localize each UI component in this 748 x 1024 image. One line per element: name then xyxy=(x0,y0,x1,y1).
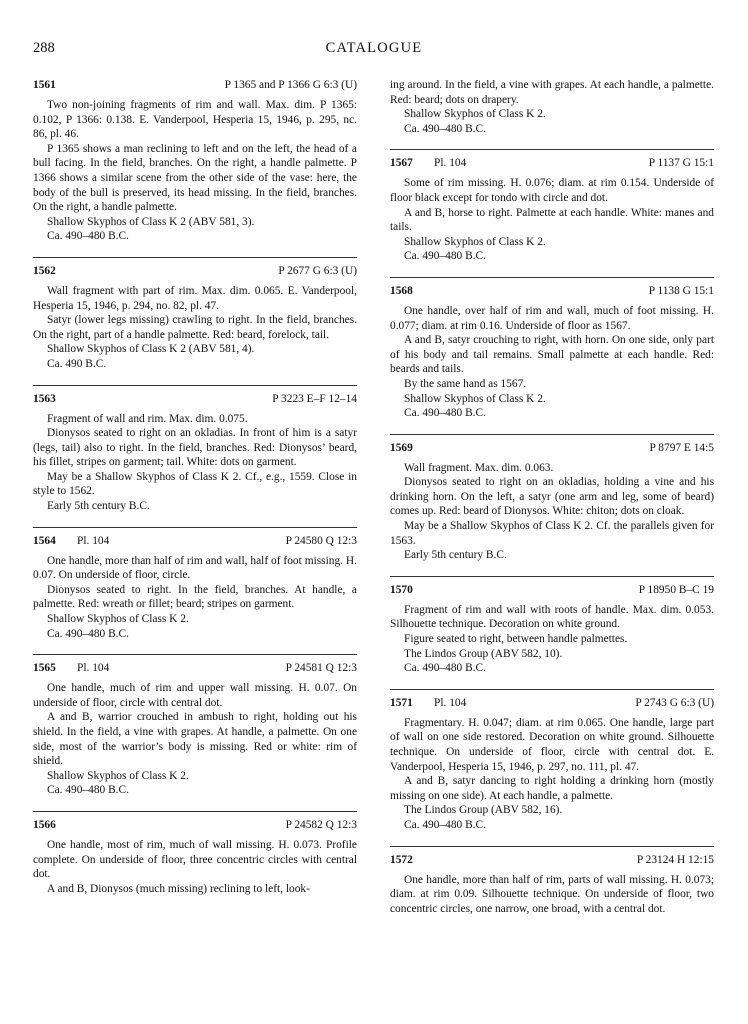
entry-number: 1570 xyxy=(390,583,413,596)
inventory-reference: P 23124 H 12:15 xyxy=(636,853,714,866)
inventory-reference: P 1138 G 15:1 xyxy=(648,284,714,297)
inventory-reference: P 24582 Q 12:3 xyxy=(285,818,357,831)
inventory-reference: P 18950 B–C 19 xyxy=(638,583,714,596)
entry-description: One handle, more than half of rim, parts of wall missing. H. 0.073; diam. at rim 0.09. Silhouette technique. On underside of floor, two concentric circles, one narrow, one broad, with a central dot. xyxy=(390,873,714,915)
entry-divider xyxy=(390,277,714,278)
entry-divider xyxy=(33,385,357,386)
inventory-reference: P 24581 Q 12:3 xyxy=(285,662,357,675)
entry-divider xyxy=(390,576,714,577)
catalogue-entry-1564 xyxy=(33,534,357,642)
entry-decoration: A and B, horse to right. Palmette at each handle. White: manes and tails. xyxy=(390,206,714,234)
entry-divider xyxy=(390,689,714,690)
entry-decoration: A and B, satyr dancing to right holding a drinking horn (mostly missing on one side). At each handle, a palmette. xyxy=(390,775,714,802)
catalogue-entry-1562 xyxy=(33,264,357,372)
entry-number: 1566 xyxy=(33,818,56,831)
entry-heading xyxy=(390,583,714,598)
entry-number: 1568 xyxy=(390,284,413,297)
entry-comparison: May be a Shallow Skyphos of Class K 2. Cf., e.g., 1559. Close in style to 1562. xyxy=(33,470,357,498)
entry-decoration: Dionysos seated to right. In the field, branches. At handle, a palmette. Red: wreath or fillet; beard; stripes on garment. xyxy=(33,583,357,611)
entry-class: Shallow Skyphos of Class K 2. xyxy=(47,613,189,626)
inventory-reference: P 2743 G 6:3 (U) xyxy=(635,696,714,709)
entry-decoration: P 1365 shows a man reclining to left and on the left, the head of a bull facing. In the field, branches. On the right, a handle palmette. P 1366 shows a similar scene from the other side of the vase: here, the body of the bull is preserved, its head missing. In the field, branches. On the right, a handle palmette. xyxy=(33,142,357,214)
entry-heading xyxy=(33,818,357,833)
page-number: 288 xyxy=(33,40,55,56)
entry-class: Shallow Skyphos of Class K 2. xyxy=(404,235,546,248)
entry-number: 1562 xyxy=(33,264,56,277)
plate-reference: Pl. 104 xyxy=(434,157,467,170)
inventory-reference: P 1137 G 15:1 xyxy=(648,157,714,170)
entry-description: One handle, more than half of rim and wall, half of foot missing. H. 0.07. On underside of floor, circle. xyxy=(33,554,357,582)
entry-description: One handle, over half of rim and wall, much of foot missing. H. 0.077; diam. at rim 0.16. Underside of floor as 1567. xyxy=(390,304,714,332)
entry-heading xyxy=(33,78,357,93)
running-title: CATALOGUE xyxy=(325,40,423,56)
catalogue-entry-1565 xyxy=(33,661,357,798)
entry-description: Some of rim missing. H. 0.076; diam. at rim 0.154. Underside of floor black except for tondo with circle and dot. xyxy=(390,177,714,204)
catalogue-entry-1569 xyxy=(390,441,714,563)
entry-decoration: A and B, satyr crouching to right, with horn. On one side, only part of his body and tail remains. Small palmette at each handle. Red: beards and tails. xyxy=(390,334,714,376)
entry-description: Two non-joining fragments of rim and wall. Max. dim. P 1365: 0.102, P 1366: 0.138. E. Vanderpool, Hesperia 15, 1946, p. 295, nc. 86, pl. 46. xyxy=(33,99,357,141)
entry-description: One handle, much of rim and upper wall missing. H. 0.07. On underside of floor, circle with central dot. xyxy=(33,682,357,709)
catalogue-entry-1570 xyxy=(390,583,714,676)
catalogue-entry-1563 xyxy=(33,392,357,514)
entry-heading xyxy=(33,264,357,279)
catalogue-entry-1566-continued xyxy=(390,78,714,136)
catalogue-entry-1568 xyxy=(390,284,714,421)
entry-decoration: Figure seated to right, between handle palmettes. xyxy=(404,633,628,646)
entry-date: Ca. 490–480 B.C. xyxy=(47,784,129,797)
entry-date: Early 5th century B.C. xyxy=(404,549,507,562)
entry-number: 1561 xyxy=(33,79,56,91)
entry-decoration: Dionysos seated to right on an okladias. In front of him is a satyr (legs, tail) also to right. In the field, branches. Red: Dionysos’ beard, his fillet, stripes on garment; tail. White: dots on garment. xyxy=(33,427,357,469)
entry-heading xyxy=(390,156,714,171)
plate-reference: Pl. 104 xyxy=(77,534,110,547)
entry-heading xyxy=(33,661,357,676)
entry-class: Shallow Skyphos of Class K 2. xyxy=(47,769,189,782)
entry-heading xyxy=(33,534,357,549)
entry-heading xyxy=(33,392,357,407)
inventory-reference: P 24580 Q 12:3 xyxy=(285,534,357,547)
entry-date: Early 5th century B.C. xyxy=(47,500,150,513)
catalogue-entry-1571 xyxy=(390,696,714,833)
entry-attribution: By the same hand as 1567. xyxy=(404,377,527,390)
entry-decoration: Satyr (lower legs missing) crawling to right. In the field, branches. On the right, part of a handle palmette. Red: beard, forelock, tail. xyxy=(33,314,357,341)
entry-class: Shallow Skyphos of Class K 2 (ABV 581, 4). xyxy=(47,343,255,356)
entry-heading xyxy=(390,853,714,868)
entry-heading xyxy=(390,284,714,299)
inventory-reference: P 3223 E–F 12–14 xyxy=(272,392,357,405)
entry-class: The Lindos Group (ABV 582, 10). xyxy=(404,647,563,660)
entry-date: Ca. 490–480 B.C. xyxy=(404,818,486,831)
entry-heading xyxy=(390,696,714,711)
left-column xyxy=(33,78,357,909)
entry-divider xyxy=(33,654,357,655)
right-column xyxy=(390,78,714,929)
entry-number: 1565 xyxy=(33,662,56,675)
entry-description: Fragment of wall and rim. Max. dim. 0.075. xyxy=(47,412,248,425)
catalogue-entry-1567 xyxy=(390,156,714,264)
entry-number: 1567 xyxy=(390,157,413,170)
catalogue-entry-1561 xyxy=(33,78,357,244)
page-header xyxy=(33,40,715,62)
entry-date: Ca. 490–480 B.C. xyxy=(47,627,129,640)
entry-date: Ca. 490 B.C. xyxy=(47,357,107,370)
plate-reference: Pl. 104 xyxy=(434,696,467,709)
entry-divider xyxy=(390,846,714,847)
entry-description: Wall fragment with part of rim. Max. dim. 0.065. E. Vanderpool, Hesperia 15, 1946, p. 294, no. 82, pl. 47. xyxy=(33,284,357,312)
entry-description: Fragment of rim and wall with roots of handle. Max. dim. 0.053. Silhouette technique. Decoration on white ground. xyxy=(390,603,714,631)
entry-divider xyxy=(33,257,357,258)
inventory-reference: P 8797 E 14:5 xyxy=(649,441,714,454)
entry-class: Shallow Skyphos of Class K 2. xyxy=(404,108,546,121)
entry-number: 1572 xyxy=(390,853,413,866)
entry-number: 1563 xyxy=(33,392,56,405)
entry-date: Ca. 490–480 B.C. xyxy=(404,250,486,263)
entry-heading xyxy=(390,441,714,456)
entry-date: Ca. 490–480 B.C. xyxy=(404,662,486,675)
entry-class: Shallow Skyphos of Class K 2 (ABV 581, 3). xyxy=(47,215,255,228)
entry-number: 1569 xyxy=(390,441,413,454)
entry-date: Ca. 490–480 B.C. xyxy=(404,122,486,135)
inventory-reference: P 1365 and P 1366 G 6:3 (U) xyxy=(224,79,357,91)
plate-reference: Pl. 104 xyxy=(77,662,110,675)
entry-date: Ca. 490–480 B.C. xyxy=(47,230,129,243)
catalogue-entry-1572 xyxy=(390,853,714,917)
entry-decoration: A and B, Dionysos (much missing) reclining to left, look- xyxy=(47,882,310,895)
entry-date: Ca. 490–480 B.C. xyxy=(404,407,486,420)
entry-divider xyxy=(33,811,357,812)
entry-class: Shallow Skyphos of Class K 2. xyxy=(404,392,546,405)
inventory-reference: P 2677 G 6:3 (U) xyxy=(278,264,357,277)
entry-decoration-continued: ing around. In the field, a vine with grapes. At each handle, a palmette. Red: beard; dots on drapery. xyxy=(390,79,714,106)
entry-number: 1571 xyxy=(390,696,413,709)
entry-divider xyxy=(390,149,714,150)
entry-description: Fragmentary. H. 0.047; diam. at rim 0.065. One handle, large part of wall on one side restored. Decoration on white ground. Silhouette technique. On underside of floor, circle with central dot. E. Vanderpool, Hesperia 15, 1946, p. 297, no. 111, pl. 47. xyxy=(390,716,714,773)
entry-divider xyxy=(33,527,357,528)
catalogue-entry-1566 xyxy=(33,818,357,896)
entry-description: Wall fragment. Max. dim. 0.063. xyxy=(404,461,554,474)
entry-class: The Lindos Group (ABV 582, 16). xyxy=(404,804,563,817)
entry-decoration: A and B, warrior crouched in ambush to right, holding out his shield. In the field, a vine with grapes. At handle, a palmette. On one side, most of the warrior’s body is missing. Red or white: rim of shield. xyxy=(33,711,357,768)
entry-description: One handle, most of rim, much of wall missing. H. 0.073. Profile complete. On underside of floor, three concentric circles with central dot. xyxy=(33,838,357,881)
entry-comparison: May be a Shallow Skyphos of Class K 2. Cf. the parallels given for 1563. xyxy=(390,520,714,547)
entry-decoration: Dionysos seated to right on an okladias, holding a vine and his drinking horn. On the left, a satyr (one arm and leg, some of beard) comes up. Red: beard of Dionysos. White: chiton; dots on cloak. xyxy=(390,476,714,518)
entry-number: 1564 xyxy=(33,534,56,547)
entry-divider xyxy=(390,434,714,435)
